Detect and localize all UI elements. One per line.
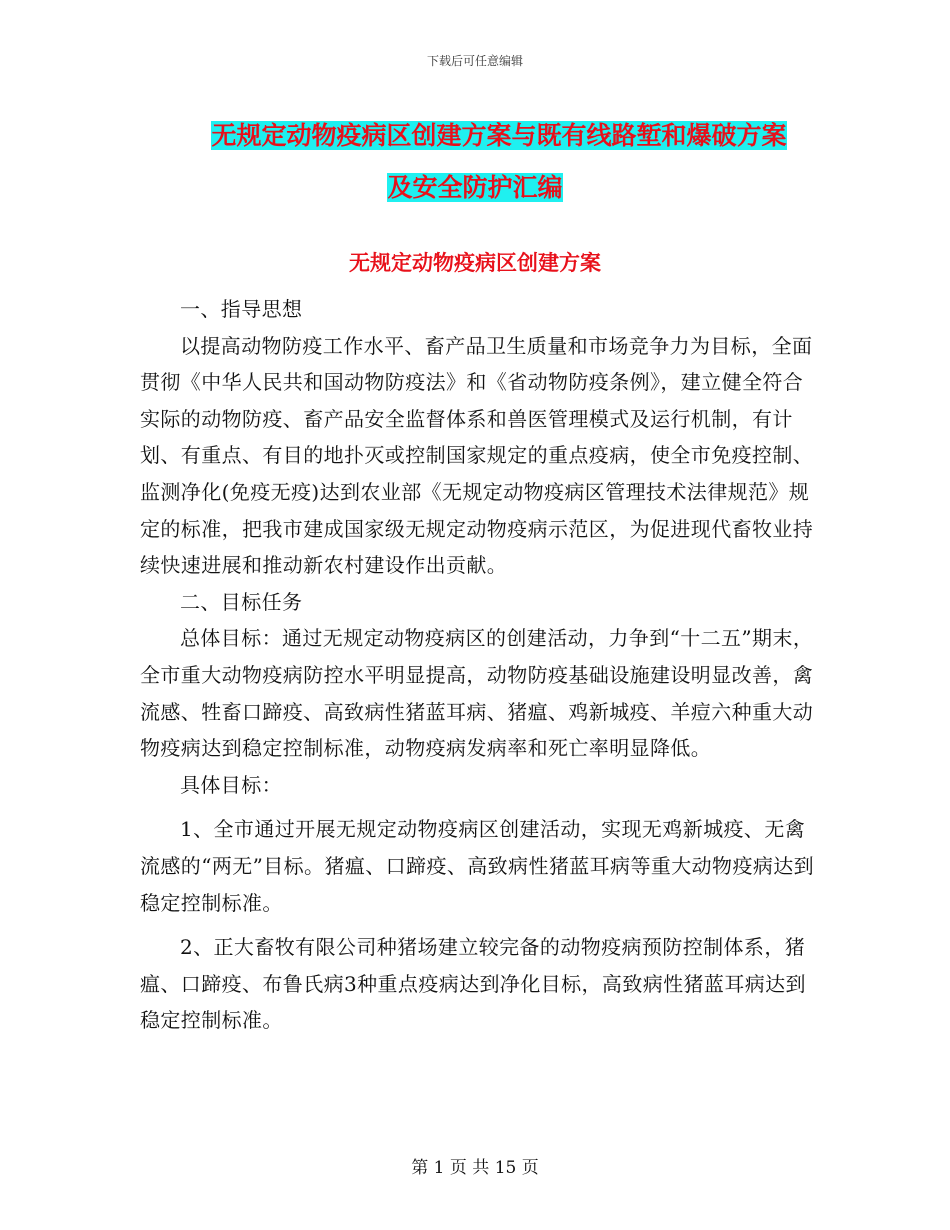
document-title [0,110,950,214]
heading-goals-tasks: 二、目标任务 [180,589,303,614]
paragraph-overall-goal: 总体目标：通过无规定动物疫病区的创建活动，力争到“十二五”期末，全市重大动物疫病防控水平明显提高，动物防疫基础设施建设明显改善，禽流感、牲畜口蹄疫、高致病性猪蓝耳病、猪瘟、鸡新城疫、羊痘六种重大动物疫病达到稳定控制标准，动物疫病发病率和死亡率明显降低。 [140,626,814,761]
heading-specific-goals: 具体目标： [180,772,282,797]
document-title-line-2: 及安全防护汇编 [387,173,563,202]
header-note: 下载后可任意编辑 [426,54,523,68]
paragraph-guiding-ideology: 以提高动物防疫工作水平、畜产品卫生质量和市场竞争力为目标，全面贯彻《中华人民共和国动物防疫法》和《省动物防疫条例》，建立健全符合实际的动物防疫、畜产品安全监督体系和兽医管理模式及运行机制，有计划、有重点、有目的地扑灭或控制国家规定的重点疫病，使全市免疫控制、监测净化(免疫无疫)达到农业部《无规定动物疫病区管理技术法律规范》规定的标准，把我市建成国家级无规定动物疫病示范区，为促进现代畜牧业持续快速进展和推动新农村建设作出贡献。 [140,333,814,578]
document-body [140,291,816,1039]
list-item-2: 2、正大畜牧有限公司种猪场建立较完备的动物疫病预防控制体系，猪瘟、口蹄疫、布鲁氏病3种重点疫病达到净化目标，高致病性猪蓝耳病达到稳定控制标准。 [140,935,806,1033]
page-footer: 第 1 页 共 15 页 [411,1158,539,1178]
list-item-1: 1、全市通过开展无规定动物疫病区创建活动，实现无鸡新城疫、无禽流感的“两无”目标。猪瘟、口蹄疫、高致病性猪蓝耳病等重大动物疫病达到稳定控制标准。 [140,817,815,915]
document-title-line-1: 无规定动物疫病区创建方案与既有线路堑和爆破方案 [211,121,787,150]
heading-guiding-ideology: 一、指导思想 [180,297,303,321]
section-title: 无规定动物疫病区创建方案 [349,251,601,275]
